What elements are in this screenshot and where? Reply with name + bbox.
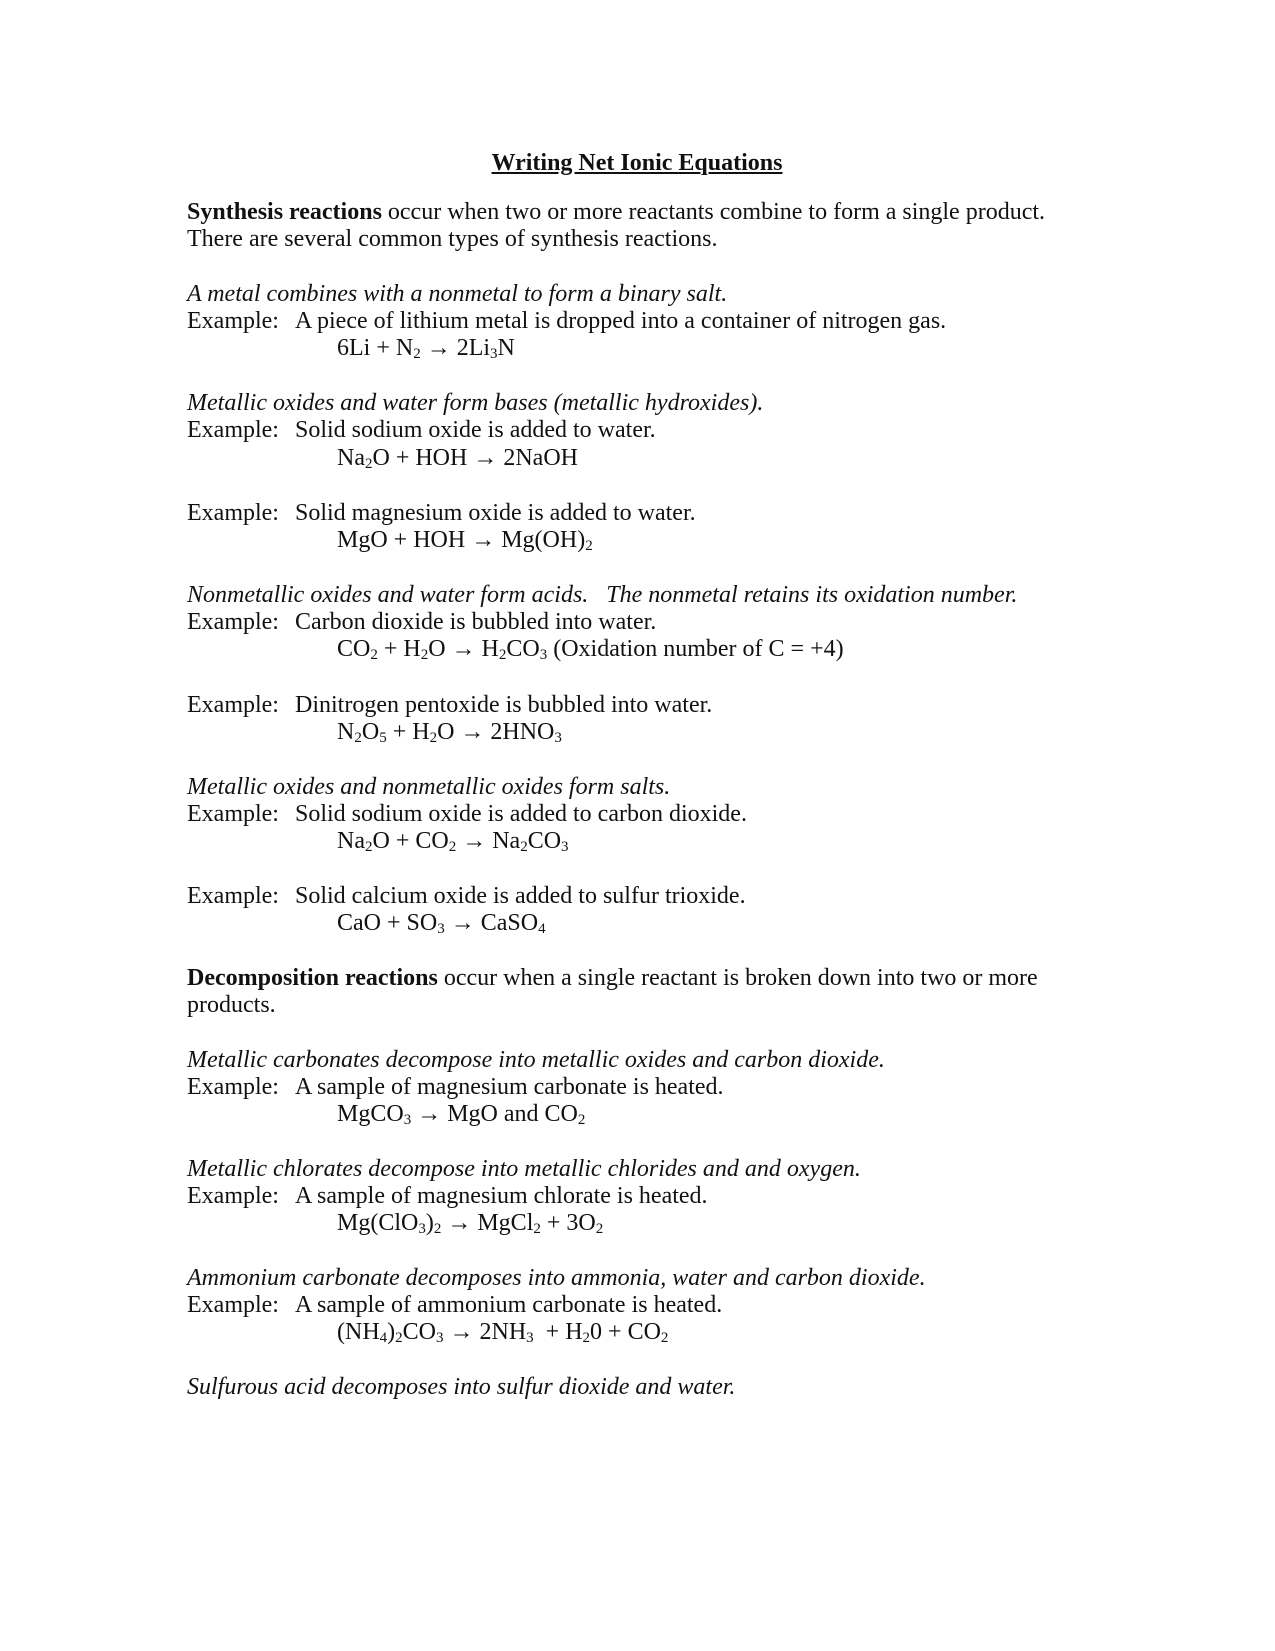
example-label: Example: (187, 692, 279, 718)
example-label: Example: (187, 417, 279, 443)
synthesis-rule-2: Metallic oxides and water form bases (metallic hydroxides). (187, 390, 764, 416)
example-text: Solid sodium oxide is added to water. (295, 417, 656, 443)
equation-sodium-oxide-water: $Na_2O$ + HOH → 2NaOH (337, 445, 578, 472)
example-text: Carbon dioxide is bubbled into water. (295, 609, 657, 635)
example-label: Example: (187, 308, 279, 334)
example-line (187, 1182, 708, 1210)
decomposition-intro-line2: products. (187, 992, 276, 1018)
example-label: Example: (187, 1292, 279, 1318)
synthesis-intro-text: occur when two or more reactants combine to form a single product. (381, 199, 1046, 225)
synthesis-rule-1: A metal combines with a nonmetal to form a binary salt. (187, 281, 728, 307)
example-text: A sample of ammonium carbonate is heated. (295, 1292, 723, 1318)
decomposition-rule-1: Metallic carbonates decompose into metallic oxides and carbon dioxide. (187, 1047, 885, 1073)
oxidation-note: (Oxidation number of C = +4) (547, 636, 844, 662)
decomposition-intro (187, 964, 1038, 992)
example-text: A sample of magnesium chlorate is heated. (295, 1183, 708, 1209)
synthesis-term: Synthesis reactions (187, 199, 382, 225)
example-label: Example: (187, 801, 279, 827)
decomposition-intro-text: occur when a single reactant is broken down into two or more (437, 965, 1038, 991)
example-label: Example: (187, 1183, 279, 1209)
example-line (187, 691, 712, 719)
equation-magnesium-carbonate: MgCO$_3$ → MgO and $CO_2$ (337, 1101, 586, 1128)
example-line (187, 499, 696, 527)
equation-sodium-oxide-co2: $Na_2O + CO_2 \to Na_2CO_3$ (337, 828, 569, 855)
example-text: Solid calcium oxide is added to sulfur trioxide. (295, 883, 746, 909)
decomposition-rule-3: Ammonium carbonate decomposes into ammonia, water and carbon dioxide. (187, 1265, 926, 1291)
example-line (187, 1073, 724, 1101)
equation-magnesium-oxide-water: MgO + HOH → $Mg(OH)_2$ (337, 527, 593, 554)
decomposition-rule-4: Sulfurous acid decomposes into sulfur dioxide and water. (187, 1374, 736, 1400)
example-label: Example: (187, 609, 279, 635)
synthesis-intro (187, 198, 1045, 226)
example-line (187, 800, 747, 828)
example-text: Dinitrogen pentoxide is bubbled into water. (295, 692, 713, 718)
decomposition-term: Decomposition reactions (187, 965, 438, 991)
example-text: A piece of lithium metal is dropped into a container of nitrogen gas. (295, 308, 947, 334)
page-title: Writing Net Ionic Equations (491, 150, 783, 176)
equation-lithium-nitrogen: $6Li + N_2 \to 2Li_3N$ (337, 335, 515, 362)
example-label: Example: (187, 500, 279, 526)
example-line (187, 307, 946, 335)
synthesis-rule-3: Nonmetallic oxides and water form acids. The nonmetal retains its oxidation number. (187, 582, 1018, 608)
synthesis-rule-4: Metallic oxides and nonmetallic oxides form salts. (187, 774, 671, 800)
example-label: Example: (187, 1074, 279, 1100)
example-line (187, 608, 656, 636)
example-text: Solid sodium oxide is added to carbon dioxide. (295, 801, 747, 827)
equation-magnesium-chlorate: $Mg(ClO_3)_2$ → MgCl$_2$ + $3O_2$ (337, 1210, 604, 1237)
example-line (187, 882, 746, 910)
decomposition-rule-2: Metallic chlorates decompose into metallic chlorides and and oxygen. (187, 1156, 861, 1182)
example-line (187, 1291, 722, 1319)
example-line (187, 416, 656, 444)
equation-carbon-dioxide-water: $CO_2 + H_2O \to H_2CO_3$ (Oxidation number of C = +4) (337, 636, 844, 663)
example-text: A sample of magnesium carbonate is heated. (295, 1074, 724, 1100)
equation-calcium-oxide-so3: CaO + $SO_3$ → CaSO$_4$ (337, 910, 546, 937)
example-label: Example: (187, 883, 279, 909)
synthesis-intro-line2: There are several common types of synthesis reactions. (187, 226, 718, 252)
equation-dinitrogen-pentoxide-water: $N_2O_5 + H_2O \to 2HNO_3$ (337, 719, 562, 746)
example-text: Solid magnesium oxide is added to water. (295, 500, 696, 526)
equation-ammonium-carbonate: $(NH_4)_2CO_3 \to 2NH_3 + H_20 + CO_2$ (337, 1319, 669, 1346)
